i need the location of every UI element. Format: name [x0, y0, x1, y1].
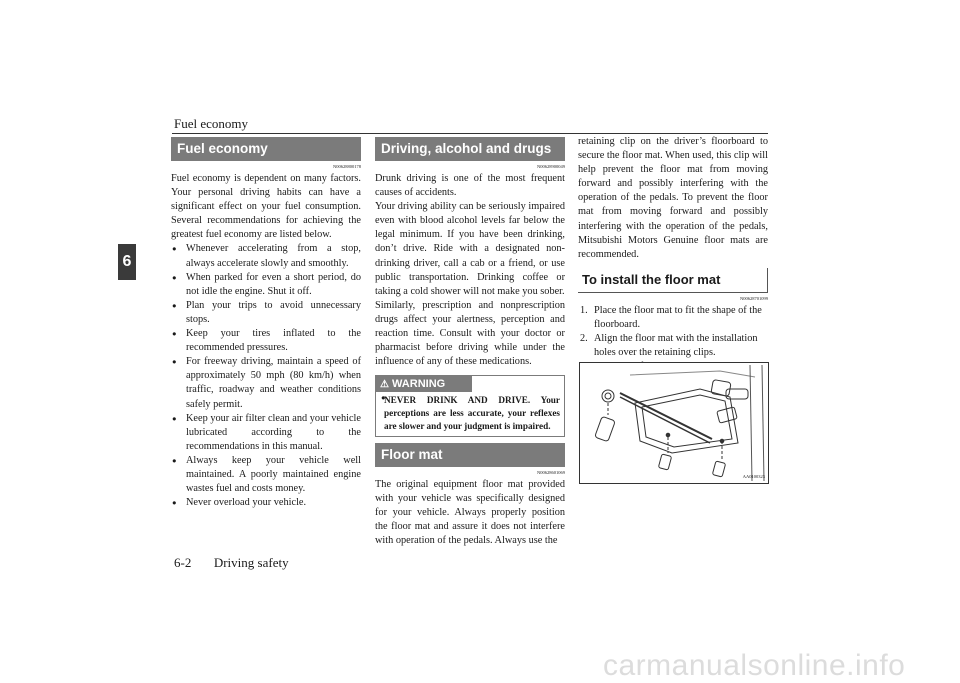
watermark: carmanualsonline.info: [603, 649, 906, 682]
step-number: 1.: [580, 304, 588, 316]
intro-paragraph: Fuel economy is dependent on many factors. Your personal driving habits can have a significant effect on your fuel consumption. Several recommendations for achieving the greatest fuel economy are listed below.: [171, 173, 361, 241]
bullet-item: ● Always keep your vehicle well maintained. A poorly maintained engine wastes fuel and costs money.: [171, 454, 361, 496]
bullet-item: ● Keep your air filter clean and your vehicle lubricated according to the recommendations in this manual.: [171, 412, 361, 454]
bullet-item: ● When parked for even a short period, do not idle the engine. Shut it off.: [171, 271, 361, 299]
bullet-item: ● Never overload your vehicle.: [171, 496, 361, 510]
bullet-item: ● Whenever accelerating from a stop, always accelerate slowly and smoothly.: [171, 242, 361, 270]
section-heading-driving-alcohol-drugs: Driving, alcohol and drugs: [375, 137, 565, 161]
step-text: Place the floor mat to fit the shape of the floorboard.: [594, 304, 762, 330]
bullet-item: ● For freeway driving, maintain a speed of approximately 50 mph (80 km/h) when traffic, roadway and weather conditions safely permit.: [171, 355, 361, 411]
bullet-item: ● Plan your trips to avoid unnecessary stops.: [171, 299, 361, 327]
column-fuel-economy: [171, 137, 361, 510]
floor-mat-diagram: [580, 363, 768, 483]
step-number: 2.: [580, 333, 588, 345]
bullet-item: ● Keep your tires inflated to the recommended pressures.: [171, 327, 361, 355]
section-code: N00628900049: [537, 164, 565, 169]
paragraph: The original equipment floor mat provided with your vehicle was specifically designed for your vehicle. Always properly position the floor mat and assure it does not interfere with operation of the pedals. Always use the: [375, 479, 565, 547]
warning-triangle-icon: ⚠: [380, 379, 389, 391]
footer-section: Driving safety: [213, 555, 289, 570]
paragraph: retaining clip on the driver’s floorboard to secure the floor mat. When used, this clip will help prevent the floor mat from moving forward and possibly interfering with the operation of the pedals. To prevent the floor mat from moving forward and possibly interfering with the operation of the pedals, Mitsubishi Motors Genuine floor mats are recommended.: [578, 136, 768, 260]
subheading-install-floor-mat: To install the floor mat: [578, 268, 768, 293]
paragraph: Similarly, prescription and nonprescription drugs affect your alertness, perception and reaction time. Consult with your doctor or pharmacist before driving while under the influence of any of these medications.: [375, 299, 565, 368]
warning-label: [376, 376, 472, 392]
step-item: [578, 332, 768, 360]
figure-code: AA0100323: [742, 474, 765, 479]
paragraph: Your driving ability can be seriously impaired even with blood alcohol levels far below the legal minimum. If you have been drinking, don’t drive. Ride with a designated non-drinking driver, call a cab or a friend, or use public transportation. Drinking coffee or taking a cold shower will not make you sober.: [375, 201, 565, 297]
page-header-title: Fuel economy: [174, 116, 249, 131]
warning-label-text: WARNING: [392, 378, 446, 391]
page-number: 6-2: [174, 555, 192, 570]
section-code: N00628701099: [740, 295, 768, 301]
section-heading-fuel-economy: Fuel economy: [171, 137, 361, 161]
floor-mat-illustration: [579, 362, 769, 484]
step-text: Align the floor mat with the installation holes over the retaining clips.: [594, 333, 758, 359]
column-driving-alcohol: [375, 137, 565, 549]
chapter-tab: 6: [118, 244, 136, 280]
warning-text: ● NEVER DRINK AND DRIVE. Your perceptions are less accurate, your reflexes are slower and your judgment is impaired.: [380, 392, 564, 436]
section-code: N00628800178: [333, 164, 361, 169]
step-item: [578, 304, 768, 332]
page-footer: [174, 555, 289, 571]
section-code: N00628601069: [537, 470, 565, 476]
paragraph: Drunk driving is one of the most frequent causes of accidents.: [375, 173, 565, 199]
header-rule: [172, 133, 768, 134]
column-floor-mat-continued: [578, 135, 768, 374]
warning-box: [375, 375, 565, 437]
section-heading-floor-mat: Floor mat: [375, 443, 565, 467]
